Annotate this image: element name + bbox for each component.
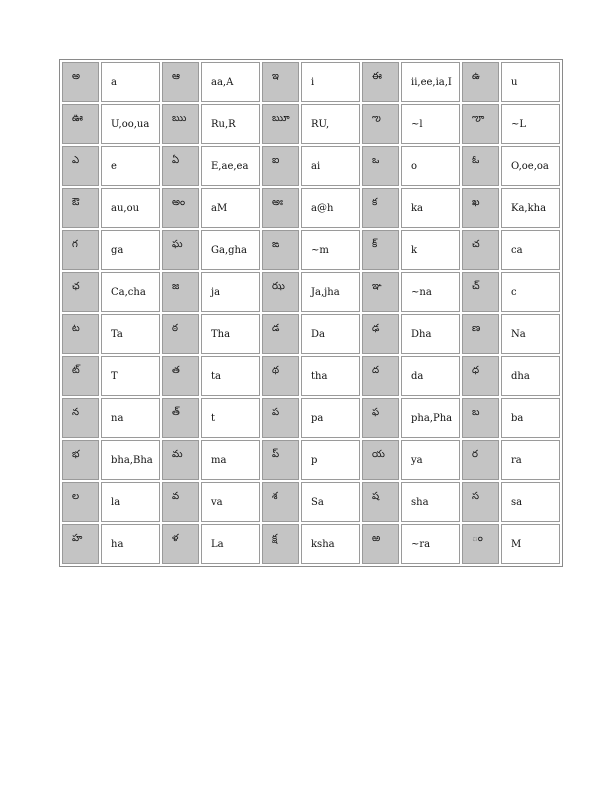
telugu-glyph-cell [262,398,299,438]
transliteration-text: RU, [311,118,330,130]
transliteration-cell [401,356,460,396]
transliteration-text: U,oo,ua [111,118,150,130]
transliteration-text: ga [111,244,124,256]
transliteration-text: ya [411,454,423,466]
telugu-glyph-cell [462,272,499,312]
transliteration-cell [101,272,160,312]
transliteration-cell [401,62,460,102]
telugu-glyph-cell [62,188,99,228]
telugu-glyph: ఎ [72,155,80,166]
transliteration-text: la [111,496,121,508]
transliteration-text: va [211,496,223,508]
transliteration-text: t [211,412,216,424]
telugu-glyph-cell [262,104,299,144]
telugu-glyph: ప్ [272,449,280,460]
telugu-glyph-cell [262,62,299,102]
telugu-glyph-cell [162,440,199,480]
transliteration-text: da [411,370,424,382]
transliteration-cell [301,62,360,102]
telugu-glyph: అః [272,197,283,208]
telugu-glyph: ఈ [372,71,382,82]
transliteration-cell [401,188,460,228]
telugu-glyph: ఉ [472,71,480,82]
transliteration-cell [101,356,160,396]
transliteration-text: ba [511,412,524,424]
transliteration-text: M [511,538,522,550]
telugu-glyph-cell [362,188,399,228]
telugu-glyph: క్ష [272,533,278,544]
transliteration-cell [401,104,460,144]
transliteration-text: sha [411,496,429,508]
transliteration-cell [201,398,260,438]
transliteration-cell [101,146,160,186]
telugu-glyph-cell [62,104,99,144]
transliteration-cell [501,230,560,270]
transliteration-text: ta [211,370,221,382]
telugu-glyph: మ [172,449,183,460]
transliteration-text: Sa [311,496,324,508]
telugu-glyph: ఔ [72,197,80,208]
transliteration-cell [401,524,460,564]
transliteration-text: ha [111,538,124,550]
telugu-glyph-cell [62,482,99,522]
transliteration-cell [401,314,460,354]
transliteration-text: dha [511,370,530,382]
transliteration-text: i [311,76,315,88]
telugu-glyph-cell [262,272,299,312]
telugu-glyph-cell [162,356,199,396]
transliteration-cell [501,314,560,354]
transliteration-cell [501,440,560,480]
telugu-glyph: ౡ [472,113,485,124]
transliteration-cell [101,482,160,522]
telugu-glyph: హ [72,533,83,544]
transliteration-cell [201,524,260,564]
telugu-glyph-cell [262,314,299,354]
transliteration-cell [501,272,560,312]
telugu-glyph: అం [172,197,186,208]
transliteration-text: aM [211,202,228,214]
table-row [62,356,560,396]
telugu-glyph-cell [162,62,199,102]
telugu-glyph: ఙ [272,239,280,250]
transliteration-table-body [62,62,560,564]
telugu-glyph: ళ [172,533,179,544]
transliteration-cell [201,104,260,144]
transliteration-cell [301,188,360,228]
table-row [62,146,560,186]
transliteration-text: ca [511,244,523,256]
telugu-glyph-cell [62,440,99,480]
telugu-glyph: ధ [472,365,480,376]
transliteration-cell [101,398,160,438]
transliteration-cell [401,146,460,186]
transliteration-text: O,oe,oa [511,160,549,172]
telugu-glyph: ఆ [172,71,180,82]
transliteration-text: e [111,160,117,172]
transliteration-cell [301,146,360,186]
transliteration-cell [301,482,360,522]
telugu-glyph: బ [472,407,480,418]
telugu-glyph-cell [362,524,399,564]
transliteration-text: Dha [411,328,432,340]
telugu-glyph-cell [262,230,299,270]
telugu-glyph-cell [462,104,499,144]
transliteration-text: La [211,538,224,550]
transliteration-text: ka [411,202,424,214]
telugu-glyph: ర [472,449,478,460]
table-row [62,314,560,354]
telugu-glyph-cell [462,146,499,186]
transliteration-text: tha [311,370,328,382]
transliteration-cell [201,356,260,396]
telugu-glyph-cell [462,188,499,228]
transliteration-text: Ga,gha [211,244,247,256]
transliteration-text: E,ae,ea [211,160,249,172]
telugu-glyph: వ [172,491,180,502]
telugu-glyph-cell [362,356,399,396]
telugu-glyph: ట [72,323,80,334]
transliteration-text: Ta [111,328,123,340]
telugu-glyph-cell [362,482,399,522]
telugu-glyph: ఘ [172,239,183,250]
transliteration-cell [201,146,260,186]
transliteration-cell [501,104,560,144]
telugu-glyph-cell [62,356,99,396]
transliteration-table [59,59,563,567]
table-row [62,440,560,480]
telugu-glyph-cell [462,482,499,522]
telugu-glyph: చ్ [472,281,480,292]
transliteration-cell [501,62,560,102]
telugu-glyph: ఖ [472,197,480,208]
telugu-glyph: స [472,491,480,502]
telugu-glyph-cell [462,524,499,564]
transliteration-cell [301,398,360,438]
telugu-glyph: ఫ [372,407,380,418]
telugu-glyph: ల [72,491,80,502]
telugu-glyph-cell [162,104,199,144]
telugu-glyph: ఐ [272,155,280,166]
transliteration-text: ~m [311,244,329,256]
transliteration-cell [201,482,260,522]
transliteration-cell [301,440,360,480]
telugu-glyph-cell [462,230,499,270]
transliteration-cell [201,314,260,354]
transliteration-text: ~L [511,118,527,130]
transliteration-text: a [111,76,117,88]
transliteration-cell [401,230,460,270]
telugu-glyph: య [372,449,385,460]
transliteration-cell [101,524,160,564]
telugu-glyph: జ [172,281,180,292]
table-row [62,230,560,270]
transliteration-cell [301,230,360,270]
transliteration-cell [201,188,260,228]
telugu-glyph-cell [362,314,399,354]
transliteration-cell [401,272,460,312]
telugu-glyph: శ [272,491,278,502]
telugu-glyph-cell [162,230,199,270]
telugu-glyph-cell [462,356,499,396]
transliteration-cell [201,62,260,102]
telugu-glyph-cell [262,356,299,396]
telugu-glyph-cell [262,188,299,228]
telugu-glyph: చ [472,239,480,250]
telugu-glyph-cell [262,482,299,522]
telugu-glyph-cell [62,398,99,438]
transliteration-cell [301,104,360,144]
table-row [62,398,560,438]
telugu-glyph-cell [262,440,299,480]
transliteration-cell [501,356,560,396]
telugu-glyph-cell [362,230,399,270]
transliteration-cell [501,188,560,228]
transliteration-cell [101,314,160,354]
transliteration-cell [401,482,460,522]
telugu-glyph-cell [462,440,499,480]
telugu-glyph: డ [272,323,280,334]
telugu-glyph: ద [372,365,380,376]
transliteration-cell [201,272,260,312]
transliteration-text: ~na [411,286,432,298]
transliteration-text: k [411,244,418,256]
telugu-glyph: ఠ [172,323,178,334]
telugu-glyph-cell [362,272,399,312]
telugu-glyph: న [72,407,80,418]
transliteration-text: pha,Pha [411,412,453,424]
telugu-glyph-cell [162,524,199,564]
transliteration-cell [101,230,160,270]
telugu-glyph-cell [362,398,399,438]
transliteration-cell [501,398,560,438]
transliteration-cell [101,104,160,144]
transliteration-cell [501,146,560,186]
telugu-glyph: ఱ [372,533,381,544]
transliteration-cell [501,482,560,522]
transliteration-text: ~l [411,118,423,130]
transliteration-text: ma [211,454,227,466]
transliteration-cell [401,440,460,480]
transliteration-text: u [511,76,518,88]
transliteration-cell [201,230,260,270]
transliteration-cell [501,524,560,564]
telugu-glyph-cell [162,146,199,186]
transliteration-text: o [411,160,418,172]
telugu-glyph: ఢ [372,323,380,334]
table-row [62,104,560,144]
telugu-glyph-cell [362,440,399,480]
telugu-glyph: గ [72,239,78,250]
telugu-glyph-cell [362,104,399,144]
transliteration-text: Ru,R [211,118,236,130]
telugu-glyph: ఋ [172,113,187,124]
telugu-glyph: ఛ [72,281,80,292]
telugu-glyph: ఌ [372,113,381,124]
telugu-glyph: ఓ [472,155,480,166]
telugu-glyph: అ [72,71,80,82]
transliteration-text: a@h [311,202,334,214]
telugu-glyph-cell [462,314,499,354]
transliteration-text: aa,A [211,76,234,88]
transliteration-text: ii,ee,ia,I [411,76,452,88]
telugu-glyph-cell [162,314,199,354]
transliteration-cell [301,356,360,396]
table-row [62,524,560,564]
table-row [62,188,560,228]
transliteration-cell [201,440,260,480]
transliteration-text: p [311,454,318,466]
transliteration-text: au,ou [111,202,140,214]
transliteration-text: Ca,cha [111,286,146,298]
transliteration-cell [101,440,160,480]
transliteration-text: bha,Bha [111,454,153,466]
telugu-glyph-cell [362,62,399,102]
table-row [62,272,560,312]
telugu-glyph: ఊ [72,113,83,124]
telugu-glyph: క [372,197,378,208]
telugu-glyph-cell [262,524,299,564]
transliteration-text: ra [511,454,522,466]
transliteration-text: c [511,286,517,298]
telugu-glyph-cell [62,230,99,270]
transliteration-text: sa [511,496,523,508]
telugu-glyph: ఒ [372,155,380,166]
telugu-glyph-cell [362,146,399,186]
telugu-glyph: ఏ [172,155,180,166]
transliteration-cell [301,272,360,312]
telugu-glyph-cell [162,188,199,228]
telugu-glyph: భ [72,449,80,460]
transliteration-cell [101,62,160,102]
transliteration-text: pa [311,412,324,424]
transliteration-cell [301,524,360,564]
telugu-glyph: ష [372,491,380,502]
telugu-glyph-cell [62,272,99,312]
telugu-glyph: థ [272,365,280,376]
table-row [62,62,560,102]
telugu-glyph: ట్ [72,365,80,376]
transliteration-text: Da [311,328,325,340]
telugu-glyph-cell [62,146,99,186]
transliteration-cell [101,188,160,228]
telugu-glyph-cell [462,62,499,102]
transliteration-text: Ka,kha [511,202,547,214]
telugu-glyph-cell [262,146,299,186]
telugu-glyph: ం [472,533,483,544]
telugu-glyph: ఞ [372,281,382,292]
telugu-glyph: ణ [472,323,481,334]
telugu-glyph: ప [272,407,280,418]
telugu-glyph-cell [162,398,199,438]
telugu-glyph: త [172,365,180,376]
telugu-glyph: ఝ [272,281,285,292]
transliteration-text: Tha [211,328,231,340]
telugu-glyph-cell [62,314,99,354]
telugu-glyph: ఇ [272,71,279,82]
transliteration-text: ai [311,160,321,172]
telugu-glyph-cell [162,482,199,522]
transliteration-cell [401,398,460,438]
table-row [62,482,560,522]
transliteration-cell [301,314,360,354]
telugu-glyph: క్ [372,239,378,250]
telugu-glyph: ౠ [272,113,290,124]
telugu-glyph-cell [162,272,199,312]
telugu-glyph-cell [62,524,99,564]
transliteration-text: Ja,jha [311,286,340,298]
transliteration-text: T [111,370,118,382]
telugu-glyph-cell [62,62,99,102]
transliteration-text: ja [211,286,221,298]
telugu-glyph-cell [462,398,499,438]
transliteration-text: na [111,412,124,424]
transliteration-text: Na [511,328,526,340]
telugu-glyph: త్ [172,407,180,418]
transliteration-text: ksha [311,538,335,550]
transliteration-text: ~ra [411,538,431,550]
